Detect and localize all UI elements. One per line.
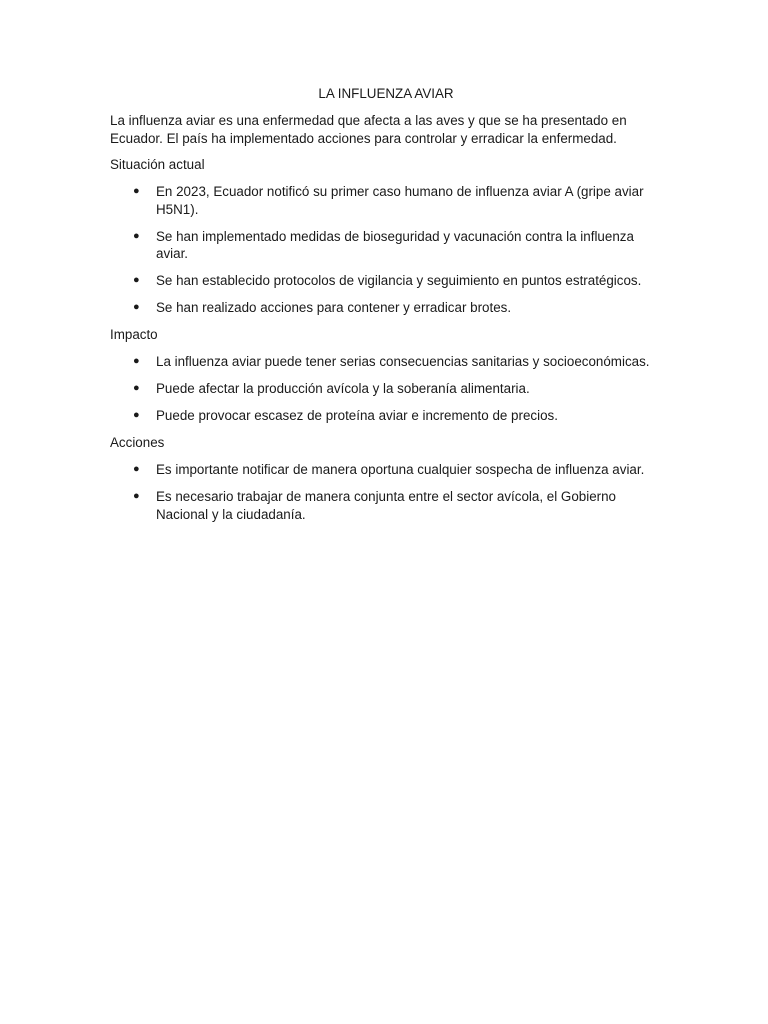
- bullet-icon: ●: [133, 301, 140, 313]
- list-item: [110, 353, 660, 371]
- list-item: [110, 488, 660, 523]
- list-item-text: En 2023, Ecuador notificó su primer caso humano de influenza aviar A (gripe aviar H5N1).: [156, 184, 644, 217]
- list-item-text: Se han realizado acciones para contener y erradicar brotes.: [156, 300, 512, 315]
- list-item-text: La influenza aviar puede tener serias consecuencias sanitarias y socioeconómicas.: [156, 354, 650, 369]
- list-item: [110, 407, 660, 425]
- list-item-text: Se han establecido protocolos de vigilancia y seguimiento en puntos estratégicos.: [156, 273, 642, 288]
- list-item-text: Puede afectar la producción avícola y la soberanía alimentaria.: [156, 381, 530, 396]
- impacto-list: [110, 353, 660, 425]
- bullet-icon: ●: [133, 463, 140, 475]
- section-heading-situacion: Situación actual: [110, 157, 205, 172]
- bullet-icon: ●: [133, 229, 140, 242]
- list-item: [110, 380, 660, 398]
- list-item: [110, 228, 660, 263]
- list-item: [110, 183, 660, 218]
- bullet-icon: ●: [133, 490, 140, 502]
- situacion-list: [110, 183, 660, 317]
- list-item-text: Puede provocar escasez de proteína aviar e incremento de precios.: [156, 408, 558, 423]
- intro-paragraph: La influenza aviar es una enfermedad que afecta a las aves y que se ha presentado en Ecuador. El país ha implementado acciones para controlar y erradicar la enfermedad.: [110, 113, 627, 146]
- bullet-icon: ●: [133, 382, 140, 394]
- bullet-icon: ●: [133, 185, 140, 197]
- list-item: [110, 299, 660, 317]
- list-item-text: Es necesario trabajar de manera conjunta entre el sector avícola, el Gobierno Nacional y la ciudadanía.: [156, 489, 617, 522]
- document-body: [110, 85, 660, 533]
- acciones-list: [110, 461, 660, 523]
- section-heading-impacto: Impacto: [110, 327, 158, 342]
- section-heading-acciones: Acciones: [110, 435, 165, 450]
- bullet-icon: ●: [133, 274, 140, 286]
- list-item-text: Es importante notificar de manera oportuna cualquier sospecha de influenza aviar.: [156, 462, 645, 477]
- bullet-icon: ●: [133, 355, 140, 367]
- bullet-icon: ●: [133, 409, 140, 421]
- document-title: LA INFLUENZA AVIAR: [318, 86, 454, 101]
- list-item: [110, 272, 660, 290]
- list-item: [110, 461, 660, 479]
- list-item-text: Se han implementado medidas de bioseguridad y vacunación contra la influenza aviar.: [156, 228, 634, 261]
